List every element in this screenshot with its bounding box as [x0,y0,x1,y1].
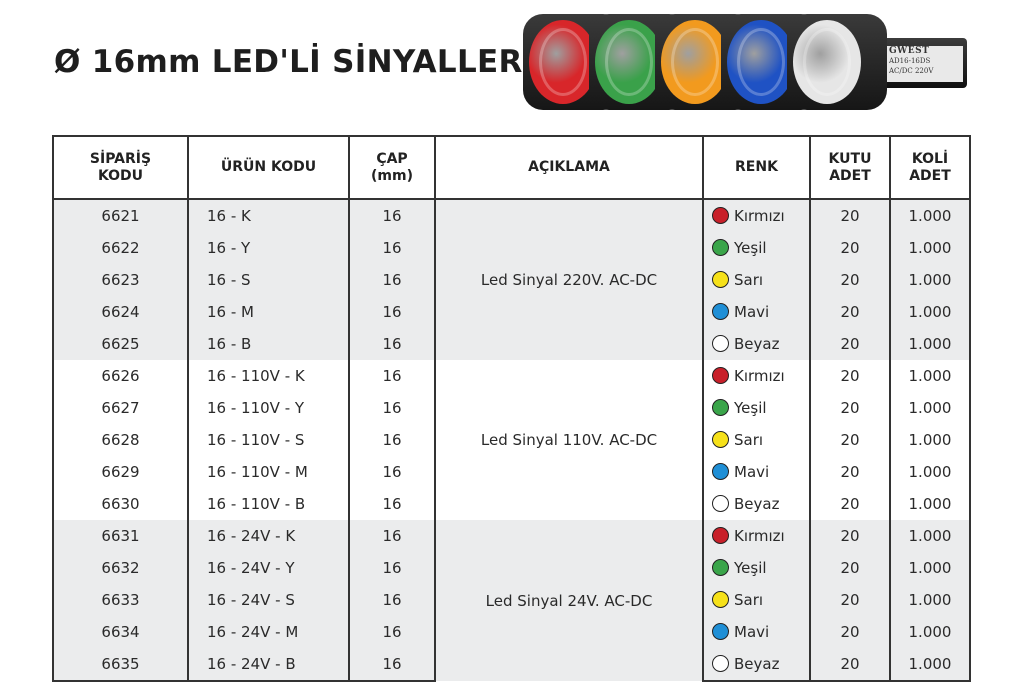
case-qty-cell: 1.000 [890,264,970,296]
case-qty-cell: 1.000 [890,456,970,488]
page-title: Ø 16mm LED'Lİ SİNYALLER [54,44,523,80]
color-swatch-icon [712,367,729,384]
color-cell [703,296,810,328]
case-qty-cell: 1.000 [890,232,970,264]
table-row [53,199,970,232]
color-swatch-icon [712,239,729,256]
header-product-code: ÜRÜN KODU [188,136,349,199]
diameter-cell: 16 [349,584,435,616]
case-qty-cell: 1.000 [890,552,970,584]
box-qty-cell: 20 [810,584,890,616]
order-code-cell: 6628 [53,424,188,456]
product-code-cell: 16 - K [188,199,349,232]
color-cell [703,648,810,681]
product-code-cell: 16 - 110V - K [188,360,349,392]
diameter-cell: 16 [349,648,435,681]
color-cell [703,328,810,360]
brand-name: GWEST [889,46,930,56]
order-code-cell: 6623 [53,264,188,296]
color-cell [703,360,810,392]
color-swatch-icon [712,271,729,288]
color-label: Beyaz [734,495,780,513]
color-label: Beyaz [734,655,780,673]
table-header-row [53,136,970,199]
color-label: Kırmızı [734,207,785,225]
table-row [53,360,970,392]
case-qty-cell: 1.000 [890,199,970,232]
diameter-cell: 16 [349,360,435,392]
box-qty-cell: 20 [810,392,890,424]
case-qty-cell: 1.000 [890,328,970,360]
color-cell [703,232,810,264]
order-code-cell: 6631 [53,520,188,552]
color-swatch-icon [712,399,729,416]
box-qty-cell: 20 [810,488,890,520]
color-swatch-icon [712,431,729,448]
box-qty-cell: 20 [810,199,890,232]
diameter-cell: 16 [349,264,435,296]
table-row [53,520,970,552]
diameter-cell: 16 [349,616,435,648]
color-cell [703,199,810,232]
order-code-cell: 6622 [53,232,188,264]
diameter-cell: 16 [349,520,435,552]
order-code-cell: 6625 [53,328,188,360]
diameter-cell: 16 [349,328,435,360]
color-label: Sarı [734,271,764,289]
header-case-qty: KOLİ ADET [890,136,970,199]
diameter-cell: 16 [349,392,435,424]
diameter-cell: 16 [349,199,435,232]
description-cell: Led Sinyal 110V. AC-DC [435,360,703,520]
color-swatch-icon [712,207,729,224]
color-cell [703,488,810,520]
diameter-cell: 16 [349,296,435,328]
header-box-qty: KUTU ADET [810,136,890,199]
order-code-cell: 6621 [53,199,188,232]
color-swatch-icon [712,655,729,672]
color-label: Kırmızı [734,367,785,385]
color-label: Sarı [734,591,764,609]
order-code-cell: 6629 [53,456,188,488]
case-qty-cell: 1.000 [890,392,970,424]
box-qty-cell: 20 [810,648,890,681]
product-code-cell: 16 - S [188,264,349,296]
case-qty-cell: 1.000 [890,360,970,392]
case-qty-cell: 1.000 [890,488,970,520]
case-qty-cell: 1.000 [890,648,970,681]
header-order-code: SİPARİŞ KODU [53,136,188,199]
product-image [515,10,965,114]
color-swatch-icon [712,463,729,480]
order-code-cell: 6626 [53,360,188,392]
color-cell [703,392,810,424]
color-cell [703,264,810,296]
box-qty-cell: 20 [810,616,890,648]
box-qty-cell: 20 [810,232,890,264]
color-label: Yeşil [734,239,767,257]
product-code-cell: 16 - B [188,328,349,360]
box-qty-cell: 20 [810,456,890,488]
product-label [885,46,963,82]
product-code-cell: 16 - 24V - S [188,584,349,616]
color-swatch-icon [712,495,729,512]
product-code-cell: 16 - Y [188,232,349,264]
header-diameter: ÇAP (mm) [349,136,435,199]
product-code-cell: 16 - 24V - B [188,648,349,681]
box-qty-cell: 20 [810,296,890,328]
product-code-cell: 16 - 24V - K [188,520,349,552]
product-code-cell: 16 - 24V - Y [188,552,349,584]
color-swatch-icon [712,623,729,640]
color-label: Yeşil [734,399,767,417]
diameter-cell: 16 [349,488,435,520]
color-label: Sarı [734,431,764,449]
color-cell [703,456,810,488]
box-qty-cell: 20 [810,264,890,296]
color-label: Kırmızı [734,527,785,545]
color-swatch-icon [712,335,729,352]
case-qty-cell: 1.000 [890,424,970,456]
label-model: AD16-16DS [889,57,931,65]
product-code-cell: 16 - 110V - B [188,488,349,520]
color-label: Mavi [734,623,770,641]
color-cell [703,424,810,456]
description-cell: Led Sinyal 24V. AC-DC [435,520,703,681]
box-qty-cell: 20 [810,552,890,584]
product-code-cell: 16 - 24V - M [188,616,349,648]
color-cell [703,552,810,584]
table-body [53,199,970,681]
color-label: Beyaz [734,335,780,353]
color-cell [703,616,810,648]
order-code-cell: 6634 [53,616,188,648]
color-swatch-icon [712,559,729,576]
box-qty-cell: 20 [810,360,890,392]
case-qty-cell: 1.000 [890,584,970,616]
order-code-cell: 6630 [53,488,188,520]
case-qty-cell: 1.000 [890,520,970,552]
product-code-cell: 16 - M [188,296,349,328]
header-color: RENK [703,136,810,199]
color-swatch-icon [712,591,729,608]
order-code-cell: 6635 [53,648,188,681]
case-qty-cell: 1.000 [890,296,970,328]
led-housing [875,38,967,88]
order-code-cell: 6632 [53,552,188,584]
color-label: Mavi [734,303,770,321]
product-table [52,135,971,682]
color-cell [703,520,810,552]
case-qty-cell: 1.000 [890,616,970,648]
product-code-cell: 16 - 110V - M [188,456,349,488]
label-voltage: AC/DC 220V [889,67,934,75]
color-label: Mavi [734,463,770,481]
color-cell [703,584,810,616]
product-code-cell: 16 - 110V - S [188,424,349,456]
color-label: Yeşil [734,559,767,577]
diameter-cell: 16 [349,424,435,456]
diameter-cell: 16 [349,232,435,264]
product-code-cell: 16 - 110V - Y [188,392,349,424]
box-qty-cell: 20 [810,328,890,360]
diameter-cell: 16 [349,552,435,584]
white-led-image [787,14,887,110]
color-swatch-icon [712,527,729,544]
description-cell: Led Sinyal 220V. AC-DC [435,199,703,360]
order-code-cell: 6624 [53,296,188,328]
color-swatch-icon [712,303,729,320]
header-description: AÇIKLAMA [435,136,703,199]
box-qty-cell: 20 [810,424,890,456]
diameter-cell: 16 [349,456,435,488]
order-code-cell: 6633 [53,584,188,616]
box-qty-cell: 20 [810,520,890,552]
order-code-cell: 6627 [53,392,188,424]
